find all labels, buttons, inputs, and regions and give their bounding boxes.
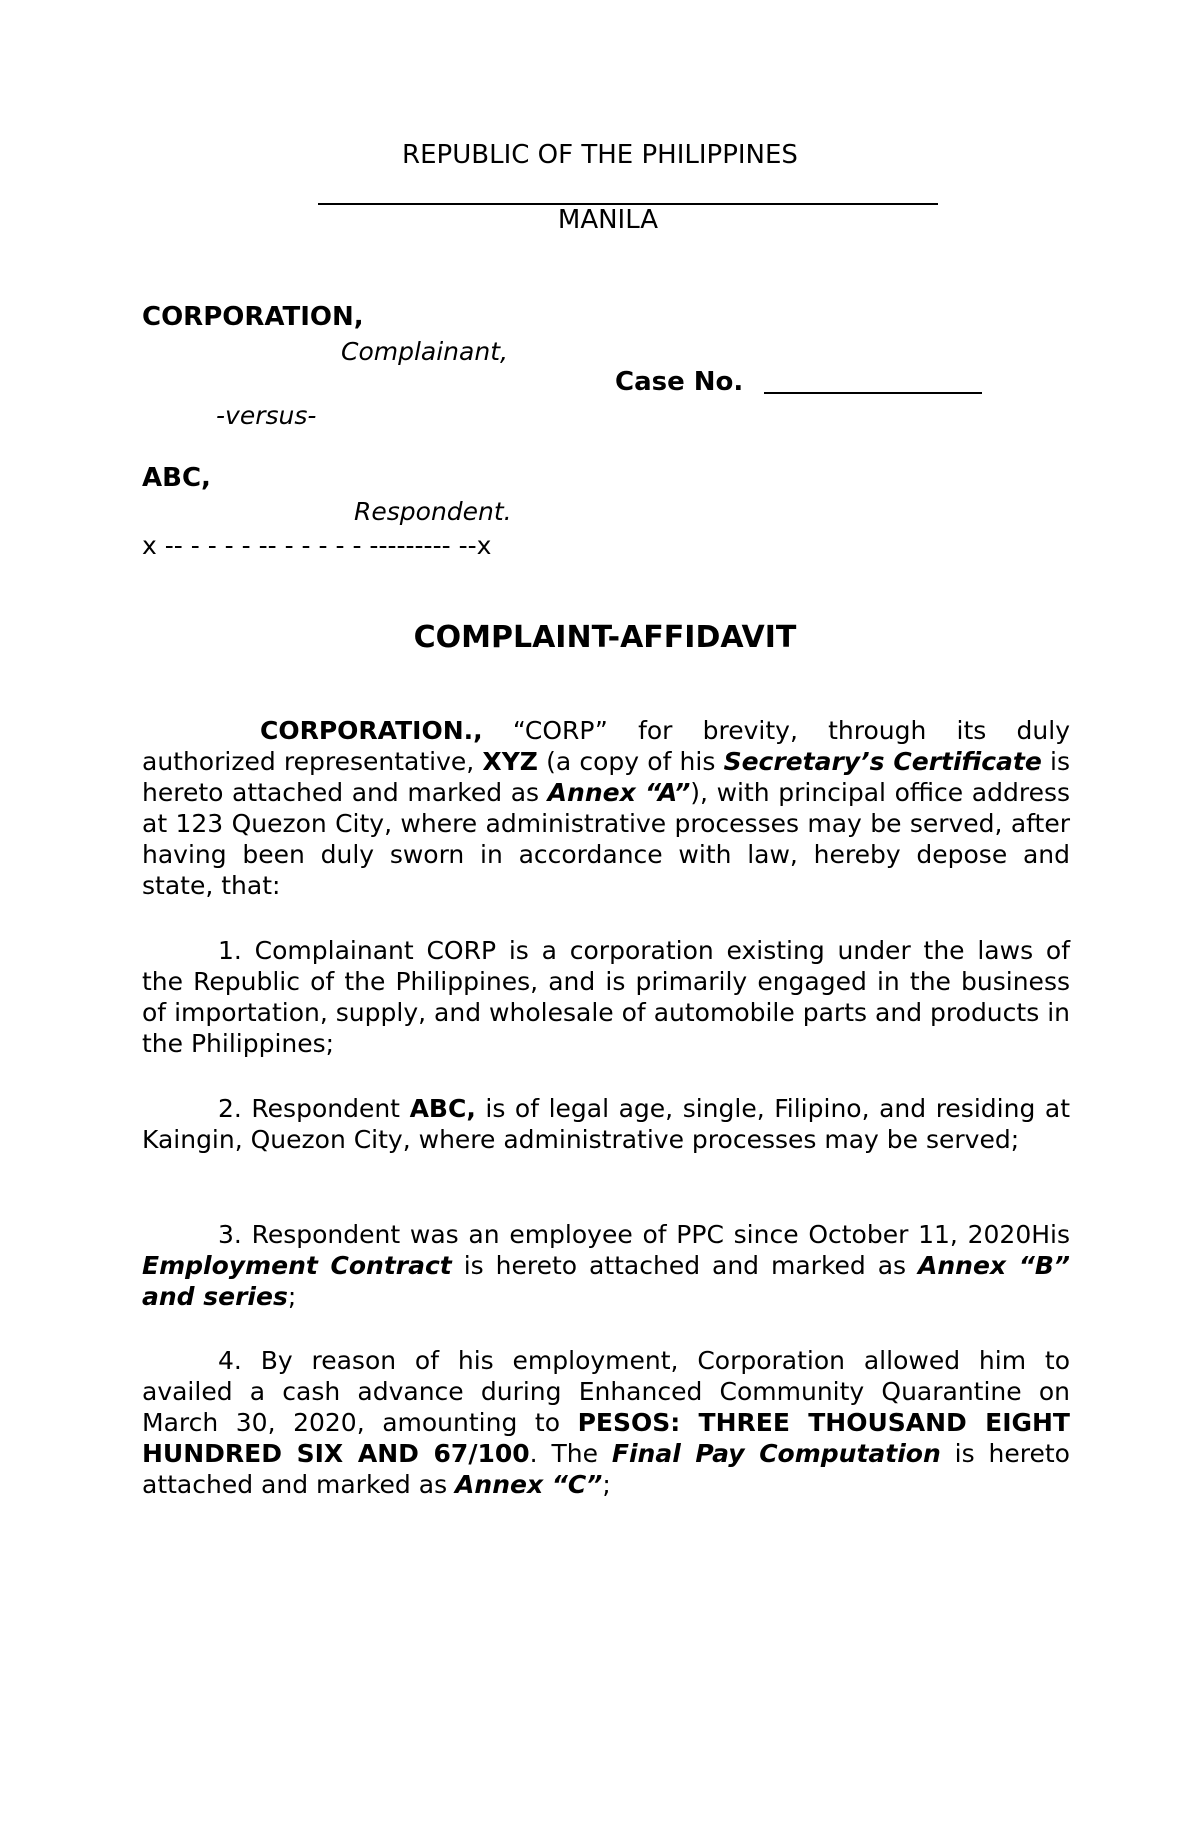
item-4-paragraph (142, 1345, 1070, 1500)
intro-text-2: (a copy of his (537, 747, 724, 776)
intro-secretary-certificate: Secretary’s Certificate (723, 747, 1042, 776)
item-4-text-3: is hereto attached and marked as (142, 1439, 1070, 1499)
item-4-final-pay-computation: Final Pay Computation (611, 1439, 941, 1468)
caption-x-line: x -- - - - - -- - - - - - --------- --x (142, 531, 492, 560)
intro-text-3: is hereto attached and marked as (142, 747, 1070, 807)
republic-heading: REPUBLIC OF THE PHILIPPINES (402, 140, 798, 170)
item-2-text-1: 2. Respondent (218, 1094, 410, 1123)
complainant-role: Complainant, (341, 337, 508, 366)
item-3-paragraph (142, 1219, 1070, 1312)
item-3-text-1: 3. Respondent was an employee of PPC since October 11, 2020His (218, 1220, 1070, 1249)
complainant-name: CORPORATION, (142, 302, 364, 332)
item-1-paragraph (142, 935, 1070, 1059)
item-2-text-2: is of legal age, single, Filipino, and residing at Kaingin, Quezon City, where administrative processes may be served; (142, 1094, 1071, 1154)
item-2-paragraph (142, 1093, 1070, 1155)
intro-rep-name: XYZ (482, 747, 538, 776)
document-title: COMPLAINT-AFFIDAVIT (413, 620, 797, 655)
item-3-text-3: ; (287, 1282, 297, 1311)
respondent-role: Respondent. (354, 497, 512, 526)
intro-paragraph (142, 715, 1070, 901)
item-4-amount: PESOS: THREE THOUSAND EIGHT HUNDRED SIX AND 67/100 (142, 1408, 1070, 1468)
versus-label: -versus- (216, 401, 317, 430)
case-number-label: Case No. (615, 367, 744, 397)
item-4-text-4: ; (602, 1470, 611, 1499)
item-4-text-1: 4. By reason of his employment, Corporation allowed him to availed a cash advance during Enhanced Community Quarantine on March 30, 2020, amounting to (142, 1346, 1070, 1437)
item-3-employment-contract: Employment Contract (142, 1251, 452, 1280)
intro-text-4: ), with principal office address at 123 Quezon City, where administrative processes may be served, after having been duly sworn in accordance with law, hereby depose and state, that: (142, 778, 1070, 900)
item-3-text-2: is hereto attached and marked as (451, 1251, 919, 1280)
item-2-abc: ABC, (409, 1094, 476, 1123)
item-3-annex-b: Annex “B” and series (142, 1251, 1070, 1311)
item-4-text-2: . The (529, 1439, 612, 1468)
city-heading: MANILA (557, 205, 659, 235)
case-number-blank (764, 392, 982, 394)
item-1-text: 1. Complainant CORP is a corporation existing under the laws of the Republic of the Philippines, and is primarily engaged in the business of importation, supply, and wholesale of automobile parts and products in the Philippines; (142, 936, 1070, 1058)
intro-corp-name: CORPORATION., (260, 716, 483, 745)
item-4-annex-c: Annex “C” (455, 1470, 603, 1499)
respondent-name: ABC, (142, 463, 211, 493)
intro-text-1: “CORP” for brevity, through its duly authorized representative, (142, 716, 1070, 776)
intro-annex-a: Annex “A” (547, 778, 691, 807)
